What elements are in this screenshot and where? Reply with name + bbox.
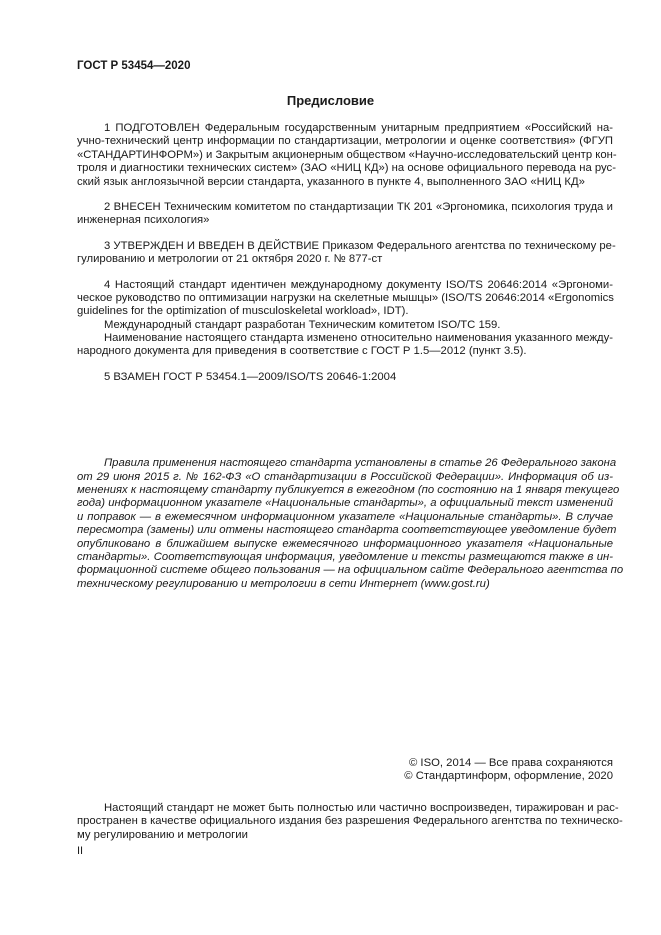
- copyright-block: [77, 757, 613, 784]
- paragraph-line: ческое руководство по оптимизации нагрузки на скелетные мышцы» (ISO/TS 20646:2014 «Ergonomics: [77, 291, 614, 304]
- section-4: [77, 279, 613, 359]
- paragraph-line: инженерная психология»: [77, 214, 210, 227]
- paragraph-line: троля и диагностики технических систем» (ЗАО «НИЦ КД») на основе официального перевода на рус-: [77, 162, 616, 175]
- page-number: II: [77, 845, 84, 857]
- notice-line: формационной системе общего пользования — на официальном сайте Федерального агентства по: [77, 564, 624, 577]
- copyright-line: © ISO, 2014 — Все права сохраняются: [408, 757, 613, 769]
- paragraph-line: Наименование настоящего стандарта изменено относительно наименования указанного между-: [104, 332, 613, 345]
- notice-line: техническому регулированию и метрологии в сети Интернет (www.gost.ru): [77, 577, 490, 590]
- paragraph-line: гулированию и метрологии от 21 октября 2020 г. № 877-ст: [77, 253, 383, 266]
- paragraph-line: народного документа для приведения в соответствие с ГОСТ Р 1.5—2012 (пункт 3.5).: [77, 345, 527, 358]
- paragraph-line: 3 УТВЕРЖДЕН И ВВЕДЕН В ДЕЙСТВИЕ Приказом Федерального агентства по техническому ре-: [104, 239, 616, 252]
- paragraph-line: 5 ВЗАМЕН ГОСТ Р 53454.1—2009/ISO/TS 20646-1:2004: [104, 370, 397, 383]
- section-5: [77, 371, 613, 384]
- standard-code: ГОСТ Р 53454—2020: [77, 60, 191, 72]
- notice-line: пространен в качестве официального издания без разрешения Федерального агентства по техническо-: [77, 815, 623, 828]
- section-2: [77, 201, 613, 228]
- foreword-body: [77, 122, 624, 591]
- notice-line: и поправок — в ежемесячном информационном указателе «Национальные стандарты». В случае: [77, 510, 613, 523]
- notice-line: Настоящий стандарт не может быть полностью или частично воспроизведен, тиражирован и рас-: [104, 802, 619, 814]
- notice-line: года) информационном указателе «Национальные стандарты», а официальный текст изменений: [77, 497, 613, 510]
- notice-line: стандарты». Соответствующая информация, уведомление и тексты размещаются также в ин-: [77, 550, 613, 563]
- rules-notice: [77, 457, 624, 591]
- page-title: Предисловие: [286, 93, 375, 108]
- copyright-line: © Стандартинформ, оформление, 2020: [404, 770, 613, 783]
- paragraph-line: учно-технический центр информации по стандартизации, метрологии и оценке соответствия» (ФГУП: [77, 135, 613, 148]
- notice-line: пересмотра (замены) или отмены настоящего стандарта соответствующее уведомление будет: [77, 524, 617, 537]
- notice-line: опубликовано в ближайшем выпуске ежемесячного информационного указателя «Национальные: [77, 537, 613, 550]
- notice-line: от 29 июня 2015 г. № 162-ФЗ «О стандартизации в Российской Федерации». Информация об из-: [77, 470, 613, 483]
- paragraph-line: ский язык англоязычной версии стандарта, указанного в пункте 4, выполненного ЗАО «НИЦ КД»: [77, 175, 585, 188]
- paragraph-line: 1 ПОДГОТОВЛЕН Федеральным государственным унитарным предприятием «Российский на-: [104, 122, 613, 134]
- paragraph-line: 2 ВНЕСЕН Техническим комитетом по стандартизации ТК 201 «Эргономика, психология труда и: [104, 200, 613, 213]
- paragraph-line: «СТАНДАРТИНФОРМ») и Закрытым акционерным обществом «Научно-исследовательский центр кон-: [77, 148, 617, 161]
- section-3: [77, 239, 616, 267]
- notice-line: менениях к настоящему стандарту публикуется в ежегодном (по состоянию на 1 января текущего: [77, 484, 620, 497]
- section-1: [77, 122, 617, 189]
- notice-line: Правила применения настоящего стандарта установлены в статье 26 Федерального закона: [104, 457, 617, 470]
- paragraph-line: 4 Настоящий стандарт идентичен международному документу ISO/TS 20646:2014 «Эргономи-: [104, 278, 613, 291]
- notice-line: му регулированию и метрологии: [77, 828, 248, 841]
- paragraph-line: Международный стандарт разработан Техническим комитетом ISO/TC 159.: [104, 318, 501, 331]
- paragraph-line: guidelines for the optimization of musculoskeletal workload», IDT).: [77, 305, 409, 318]
- reproduction-notice: [77, 802, 623, 842]
